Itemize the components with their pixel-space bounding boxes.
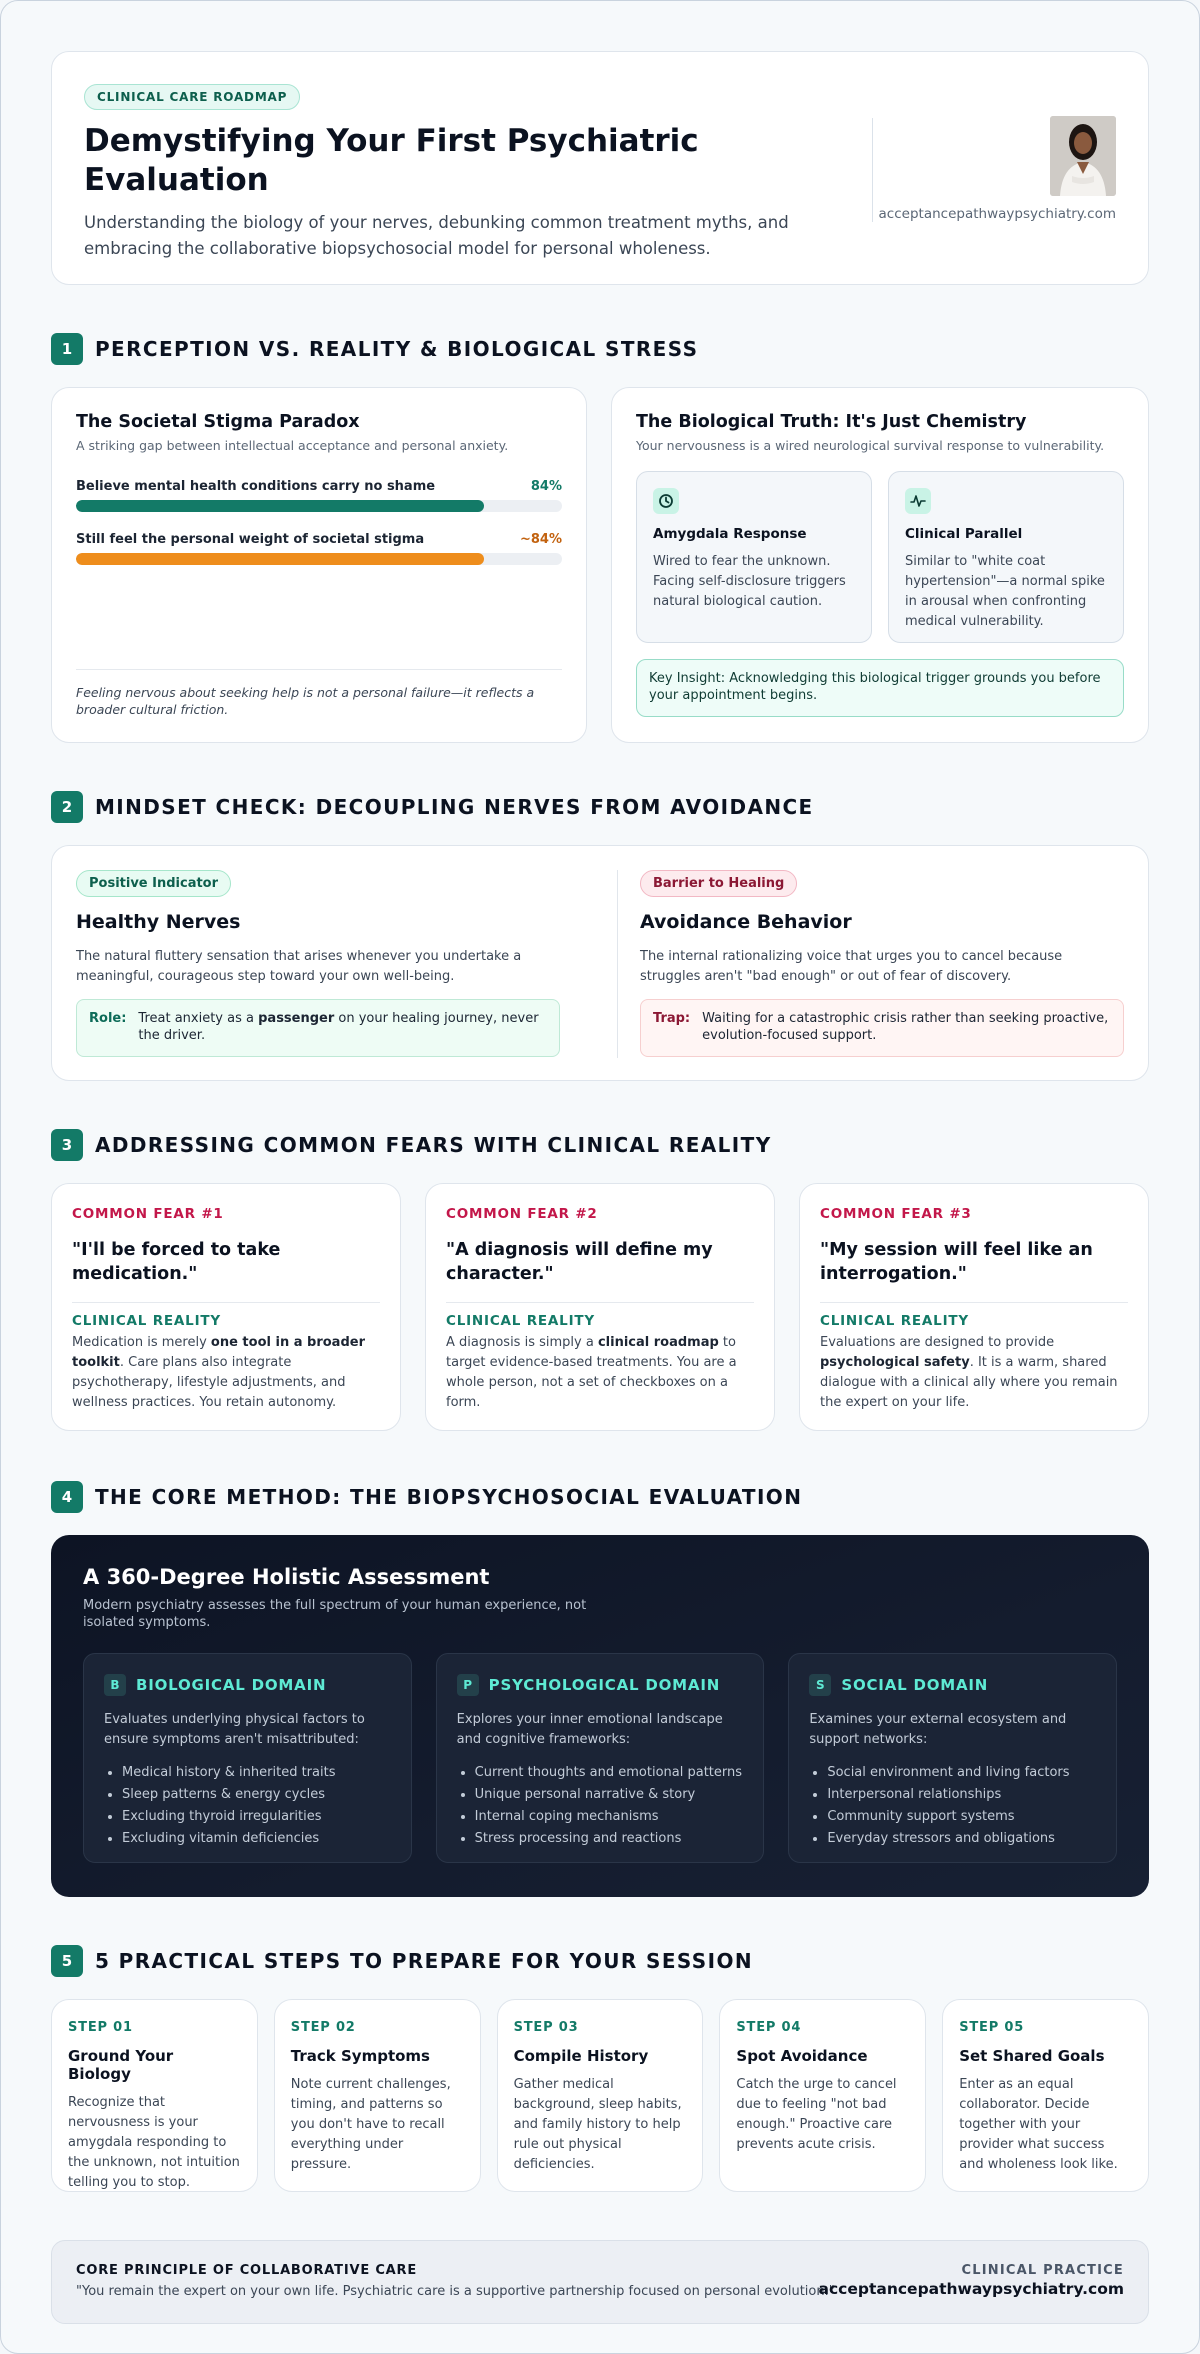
psychological-domain-card: [436, 1653, 765, 1863]
domain-title: PSYCHOLOGICAL DOMAIN: [488, 1676, 721, 1694]
step-text: Recognize that nervousness is your amygdala responding to the unknown, not intuition telling you to stop.: [68, 2095, 240, 2190]
clock-icon: [653, 488, 679, 514]
section-number: 2: [51, 791, 83, 823]
mindset-card: [51, 845, 1149, 1081]
stigma-title: The Societal Stigma Paradox: [76, 412, 360, 432]
biology-subtitle: Your nervousness is a wired neurological survival response to vulnerability.: [636, 438, 1105, 453]
reality-text: Evaluations are designed to provide psychological safety. It is a warm, shared dialogue with a clinical ally where you remain the expert on your life.: [820, 1335, 1118, 1410]
trap-tag: Trap:: [653, 1011, 691, 1026]
step-title: Track Symptoms: [290, 2047, 430, 2065]
fear-card: [425, 1183, 775, 1431]
section-number: 4: [51, 1481, 83, 1513]
steps-section: [51, 1999, 1149, 2192]
biological-domain-card: [83, 1653, 412, 1863]
fear-quote: "My session will feel like an interrogation.": [820, 1240, 1093, 1284]
role-callout: [76, 999, 560, 1057]
list-item: • Sleep patterns & energy cycles: [122, 1784, 391, 1806]
bar-track: [76, 500, 562, 512]
domain-list: [104, 1762, 391, 1850]
domain-cards: [83, 1653, 1117, 1863]
fear-quote: "A diagnosis will define my character.": [446, 1240, 713, 1284]
fears-section: [51, 1183, 1149, 1431]
step-label: STEP 04: [736, 2020, 802, 2035]
list-item: • Excluding vitamin deficiencies: [122, 1828, 391, 1850]
step-card: [274, 1999, 481, 2192]
section-number: 3: [51, 1129, 83, 1161]
page-subtitle: Understanding the biology of your nerves, debunking common treatment myths, and embracing the collaborative biopsychosocial model for personal wholeness.: [84, 213, 789, 258]
footer-domain[interactable]: acceptancepathwaypsychiatry.com: [818, 2280, 1124, 2298]
section-title: 5 PRACTICAL STEPS TO PREPARE FOR YOUR SESSION: [95, 1949, 753, 1973]
step-card: [497, 1999, 704, 2192]
list-item: • Interpersonal relationships: [827, 1784, 1096, 1806]
mini-card-title: Clinical Parallel: [905, 526, 1023, 542]
bar-label: Believe mental health conditions carry no shame: [76, 479, 436, 494]
bar-label: Still feel the personal weight of societal stigma: [76, 532, 425, 547]
mini-card-text: Similar to "white coat hypertension"—a normal spike in arousal when confronting medical vulnerability.: [905, 554, 1105, 629]
step-text: Note current challenges, timing, and patterns so you don't have to recall everything under pressure.: [290, 2077, 451, 2172]
trap-text: Waiting for a catastrophic crisis rather than seeking proactive, evolution-focused support.: [702, 1011, 1109, 1043]
bar-track: [76, 553, 562, 565]
section-title: ADDRESSING COMMON FEARS WITH CLINICAL REALITY: [95, 1133, 772, 1157]
step-title: Ground Your Biology: [68, 2047, 174, 2083]
mini-card-title: Amygdala Response: [653, 526, 807, 542]
step-text: Catch the urge to cancel due to feeling "not bad enough." Proactive care prevents acute crisis.: [736, 2077, 897, 2152]
reality-label: CLINICAL REALITY: [446, 1313, 595, 1329]
stigma-note: Feeling nervous about seeking help is not a personal failure—it reflects a broader cultural friction.: [76, 669, 562, 718]
list-item: • Unique personal narrative & story: [475, 1784, 744, 1806]
role-text: Treat anxiety as a passenger on your healing journey, never the driver.: [138, 1011, 539, 1043]
stigma-card: [51, 387, 587, 743]
step-card: [51, 1999, 258, 2192]
domain-letter: P: [457, 1674, 479, 1696]
fear-card: [799, 1183, 1149, 1431]
list-item: • Current thoughts and emotional patterns: [475, 1762, 744, 1784]
section-number: 1: [51, 333, 83, 365]
method-title: A 360-Degree Holistic Assessment: [83, 1565, 490, 1589]
social-domain-card: [788, 1653, 1117, 1863]
step-title: Set Shared Goals: [959, 2047, 1105, 2065]
practice-domain[interactable]: acceptancepathwaypsychiatry.com: [878, 206, 1116, 222]
domain-letter: S: [809, 1674, 831, 1696]
reality-label: CLINICAL REALITY: [72, 1313, 221, 1329]
bar-fill: [76, 553, 484, 565]
avoidance-title: Avoidance Behavior: [640, 911, 852, 933]
domain-desc: Examines your external ecosystem and support networks:: [809, 1712, 1067, 1747]
step-text: Enter as an equal collaborator. Decide together with your provider what success and wholeness look like.: [959, 2077, 1118, 2172]
section-1-header: [51, 333, 1149, 365]
step-label: STEP 05: [959, 2020, 1025, 2035]
healthy-nerves: [76, 870, 560, 1056]
section-title: PERCEPTION VS. REALITY & BIOLOGICAL STRESS: [95, 337, 699, 361]
fear-label: COMMON FEAR #1: [72, 1206, 224, 1222]
bar-value: 84%: [530, 479, 562, 494]
page-title: Demystifying Your First Psychiatric Evaluation: [84, 123, 699, 198]
fear-label: COMMON FEAR #3: [820, 1206, 972, 1222]
biopsychosocial-panel: [51, 1535, 1149, 1897]
biology-mini-cards: [636, 471, 1124, 643]
list-item: • Social environment and living factors: [827, 1762, 1096, 1784]
reality-text: Medication is merely one tool in a broader toolkit. Care plans also integrate psychotherapy, lifestyle adjustments, and wellness practices. You retain autonomy.: [72, 1335, 365, 1410]
barrier-badge: Barrier to Healing: [640, 870, 797, 897]
key-insight: Key Insight: Acknowledging this biological trigger grounds you before your appointment begins.: [636, 659, 1124, 717]
step-label: STEP 02: [290, 2020, 356, 2035]
hero-card: [51, 51, 1149, 285]
domain-list: [809, 1762, 1096, 1850]
domain-desc: Explores your inner emotional landscape and cognitive frameworks:: [456, 1712, 723, 1747]
section-number: 5: [51, 1945, 83, 1977]
perception-section: [51, 387, 1149, 743]
biology-title: The Biological Truth: It's Just Chemistry: [636, 412, 1027, 432]
list-item: • Everyday stressors and obligations: [827, 1828, 1096, 1850]
step-label: STEP 03: [513, 2020, 579, 2035]
footer-quote: "You remain the expert on your own life. Psychiatric care is a supportive partnership focused on personal evolution.": [76, 2284, 835, 2299]
stigma-subtitle: A striking gap between intellectual acceptance and personal anxiety.: [76, 438, 509, 453]
roadmap-badge: CLINICAL CARE ROADMAP: [84, 84, 300, 110]
domain-title: BIOLOGICAL DOMAIN: [136, 1676, 327, 1694]
mindset-divider: [617, 870, 618, 1058]
footer-label: CLINICAL PRACTICE: [961, 2263, 1124, 2278]
role-tag: Role:: [89, 1011, 127, 1026]
list-item: • Excluding thyroid irregularities: [122, 1806, 391, 1828]
section-title: THE CORE METHOD: THE BIOPSYCHOSOCIAL EVALUATION: [95, 1485, 803, 1509]
method-lead: Modern psychiatry assesses the full spectrum of your human experience, not isolated symptoms.: [83, 1598, 587, 1630]
bar-fill: [76, 500, 484, 512]
hero-text: [84, 84, 844, 284]
section-2-header: [51, 791, 1149, 823]
step-text: Gather medical background, sleep habits, and family history to help rule out physical deficiencies.: [513, 2077, 682, 2172]
pulse-icon: [905, 488, 931, 514]
trap-callout: [640, 999, 1124, 1057]
avoidance-behavior: [640, 870, 1124, 1056]
section-5-header: [51, 1945, 1149, 1977]
footer-title: CORE PRINCIPLE OF COLLABORATIVE CARE: [76, 2263, 418, 2278]
fear-label: COMMON FEAR #2: [446, 1206, 598, 1222]
step-card: [719, 1999, 926, 2192]
section-title: MINDSET CHECK: DECOUPLING NERVES FROM AVOIDANCE: [95, 795, 814, 819]
fear-card: [51, 1183, 401, 1431]
positive-badge: Positive Indicator: [76, 870, 231, 897]
stigma-bar-acceptance: [76, 479, 562, 512]
list-item: • Community support systems: [827, 1806, 1096, 1828]
step-card: [942, 1999, 1149, 2192]
fear-quote: "I'll be forced to take medication.": [72, 1240, 281, 1284]
footer-brand: [819, 2263, 1124, 2298]
domain-list: [457, 1762, 744, 1850]
list-item: • Medical history & inherited traits: [122, 1762, 391, 1784]
domain-title: SOCIAL DOMAIN: [841, 1676, 989, 1694]
clinical-parallel-card: [888, 471, 1124, 643]
practice-brand: [879, 116, 1116, 222]
reality-text: A diagnosis is simply a clinical roadmap to target evidence-based treatments. You are a whole person, not a set of checkboxes on a form.: [446, 1335, 737, 1410]
domain-desc: Evaluates underlying physical factors to ensure symptoms aren't misattributed:: [104, 1712, 365, 1747]
section-3-header: [51, 1129, 1149, 1161]
list-item: • Stress processing and reactions: [475, 1828, 744, 1850]
footer: [51, 2240, 1149, 2324]
biology-card: [611, 387, 1149, 743]
step-title: Spot Avoidance: [736, 2047, 868, 2065]
healthy-nerves-desc: The natural fluttery sensation that arises whenever you undertake a meaningful, courageous step toward your own well-being.: [76, 949, 522, 984]
bar-value: ~84%: [519, 532, 562, 547]
healthy-nerves-title: Healthy Nerves: [76, 911, 241, 933]
amygdala-card: [636, 471, 872, 643]
domain-letter: B: [104, 1674, 126, 1696]
list-item: • Internal coping mechanisms: [475, 1806, 744, 1828]
provider-photo: [1050, 116, 1116, 196]
step-label: STEP 01: [68, 2020, 133, 2035]
stigma-bar-weight: [76, 532, 562, 565]
section-4-header: [51, 1481, 1149, 1513]
avoidance-desc: The internal rationalizing voice that urges you to cancel because struggles aren't "bad enough" or out of fear of discovery.: [640, 949, 1063, 984]
hero-divider: [872, 118, 873, 222]
step-title: Compile History: [513, 2047, 649, 2065]
mini-card-text: Wired to fear the unknown. Facing self-disclosure triggers natural biological caution.: [653, 554, 846, 609]
reality-label: CLINICAL REALITY: [820, 1313, 969, 1329]
